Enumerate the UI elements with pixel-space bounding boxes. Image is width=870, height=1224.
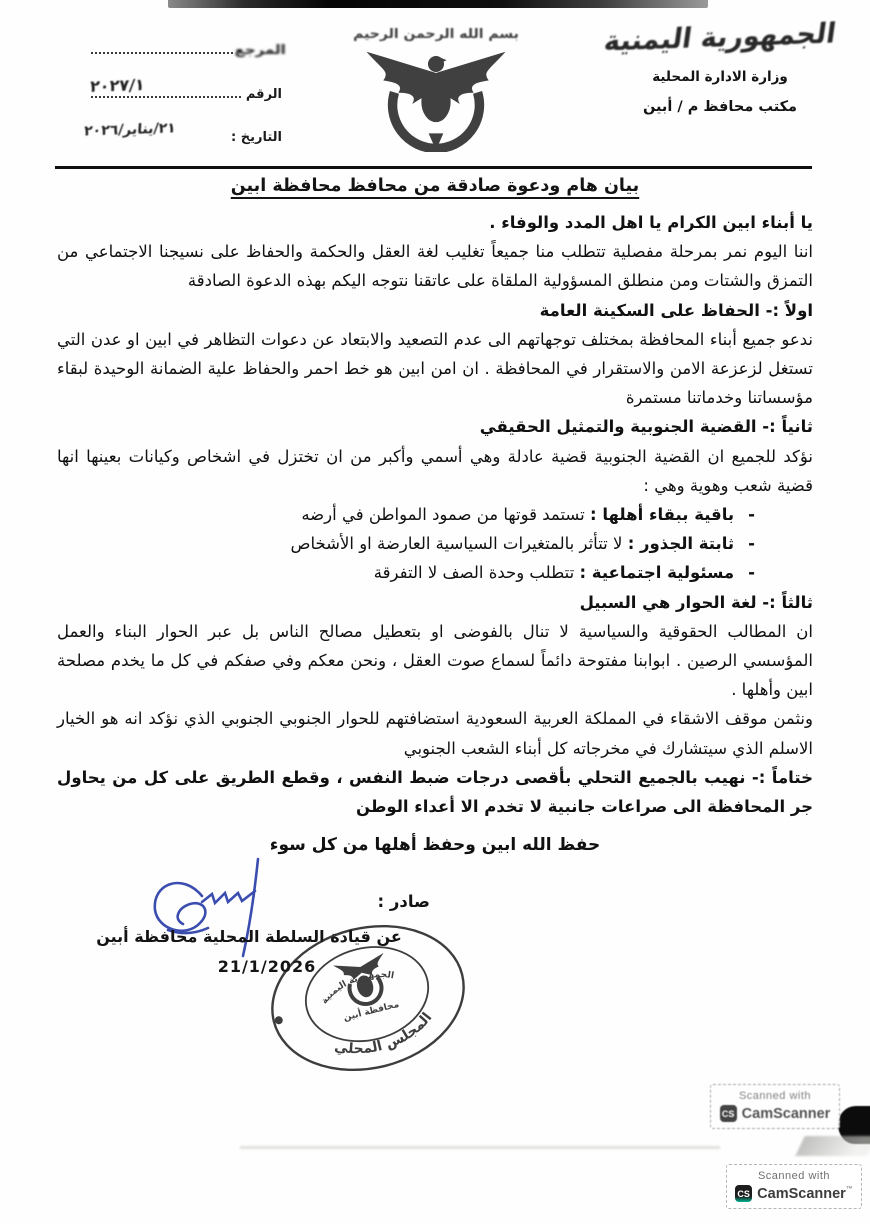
- bullet-desc: تتطلب وحدة الصف لا التفرقة: [373, 563, 575, 583]
- header-divider-line: [55, 166, 812, 169]
- camscanner-cs-icon: CS: [735, 1185, 752, 1202]
- scanned-with-text: Scanned with: [757, 1170, 831, 1182]
- closing-paragraph: ختاماً :- نهيب بالجميع التحلي بأقصى درجات ضبط النفس ، وقطع الطريق على كل من يحاول جر المحافظة الى صراعات جانبية لا تخدم الا أعداء الوطن: [57, 767, 813, 817]
- camscanner-brand-text: CamScanner: [741, 1105, 831, 1122]
- bullet-desc: تستمد قوتها من صمود المواطن في أرضه: [301, 505, 585, 525]
- governor-office-name: مكتب محافظ م / أبين: [642, 99, 798, 115]
- stamp-center-text: محافظة أبين: [342, 999, 401, 1024]
- list-item: [57, 558, 755, 587]
- statement-title: بيان هام ودعوة صادقة من محافظ محافظة ابين: [230, 176, 640, 196]
- date-handwritten-value: ٢١/يناير/٢٠٢٦: [83, 120, 177, 140]
- third-section-paragraph-1: ان المطالب الحقوقية والسياسية لا تنال بالفوضى او بتعطيل مصالح الناس بل عبر الحوار البناء والعمل المؤسسي الرصين . ابوابنا مفتوحة دائماً لسماع صوت العقل ، ونحن معكم وفي صفكم في كل ما يخدم مصلحة ابين وأهلها .: [57, 621, 813, 700]
- first-section-heading: اولاً :- الحفاظ على السكينة العامة: [539, 300, 813, 320]
- first-section-paragraph: ندعو جميع أبناء المحافظة بمختلف توجهاتهم الى عدم التصعيد والابتعاد عن دعوات التظاهر في ابين او عدن التي تستغل لزعزعة الامن والاستقرار في المحافظة . ان امن ابين هو خط احمر والحفاظ علية الضمانة الوحيدة لبقاء مؤسساتنا وخدماتنا مستمرة: [57, 329, 813, 408]
- camscanner-watermark-overlay: [726, 1164, 862, 1209]
- bullet-desc: لا تتأثر بالمتغيرات السياسية العارضة او الأشخاص: [290, 534, 623, 554]
- bullet-term: باقية ببقاء أهلها :: [590, 505, 735, 525]
- third-section-heading: ثالثاً :- لغة الحوار هي السبيل: [579, 592, 813, 612]
- header-emblem-block: [338, 26, 534, 171]
- intro-paragraph: اننا اليوم نمر بمرحلة مفصلية تتطلب منا جميعاً تغليب لغة العقل والحكمة والحفاظ على نسيجنا الاجتماعي من التمزق والشتات ومن منطلق المسؤولية الملقاة على عاتقنا نتوجه اليكم بهذه الدعوة الصادقة: [57, 242, 813, 291]
- number-label: الرقم: [245, 87, 282, 102]
- salutation-line: يا أبناء ابين الكرام يا اهل المدد والوفاء .: [489, 213, 813, 232]
- header-ministry-block: [575, 17, 865, 115]
- scan-edge-artifact-top: [168, 0, 708, 8]
- statement-body: [57, 208, 813, 860]
- brand-word: CamScanner: [757, 1185, 846, 1202]
- scan-streak-artifact: [240, 1146, 720, 1149]
- reference-dotted-line: [91, 38, 233, 54]
- header-reference-fields: [82, 38, 286, 170]
- number-handwritten-value: ٢٠٢٧/١: [89, 75, 146, 96]
- bullet-term: ثابتة الجذور :: [627, 534, 735, 554]
- stamp-bottom-text: المجلس المحلي: [333, 1009, 436, 1058]
- list-item: [57, 529, 755, 558]
- bismillah-calligraphy: بسم الله الرحمن الرحيم: [353, 26, 519, 42]
- camscanner-brand-text: [757, 1186, 853, 1202]
- camscanner-watermark-scanned: [710, 1084, 840, 1129]
- reference-label: المرجع: [234, 43, 286, 58]
- yemen-eagle-emblem-icon: [351, 44, 521, 152]
- issued-label: صادر :: [377, 892, 430, 911]
- third-section-paragraph-2: ونثمن موقف الاشقاء في المملكة العربية السعودية استضافتهم للحوار الجنوبي الجنوبي الذي نؤكد انه هو الخيار الاسلم الذي سيتشارك في مخرجاته كل أبناء الشعب الجنوبي: [57, 709, 813, 758]
- reference-row: [82, 38, 286, 66]
- southern-cause-bullet-list: [57, 500, 813, 588]
- republic-of-yemen-calligraphy: الجمهورية اليمنية: [602, 17, 838, 58]
- date-label: التاريخ :: [231, 130, 282, 145]
- ministry-name: وزارة الادارة المحلية: [652, 69, 788, 85]
- second-section-paragraph: نؤكد للجميع ان القضية الجنوبية قضية عادلة وهي أسمي وأكبر من ان تختزل في اشخاص وكيانات بعينها انها قضية شعب وهوية وهي :: [57, 446, 813, 495]
- date-row: [82, 120, 282, 154]
- scanned-with-text: Scanned with: [738, 1090, 812, 1102]
- issue-date: 21/1/2026: [217, 957, 317, 976]
- official-round-stamp: [262, 922, 474, 1074]
- scan-shadow-wedge: [795, 1136, 870, 1156]
- prayer-line: حفظ الله ابين وحفظ أهلها من كل سوء: [269, 835, 601, 856]
- second-section-heading: ثانياً :- القضية الجنوبية والتمثيل الحقيقي: [479, 417, 813, 437]
- issuer-line: عن قيادة السلطة المحلية محافظة أبين: [96, 927, 402, 946]
- camscanner-cs-icon: CS: [720, 1105, 737, 1122]
- number-row: [82, 75, 282, 110]
- trademark-mark: ™: [845, 1185, 853, 1193]
- list-item: [57, 500, 755, 529]
- stamp-top-text: الجمهورية اليمنية: [319, 970, 395, 1007]
- bullet-term: مسئولية اجتماعية :: [579, 563, 735, 583]
